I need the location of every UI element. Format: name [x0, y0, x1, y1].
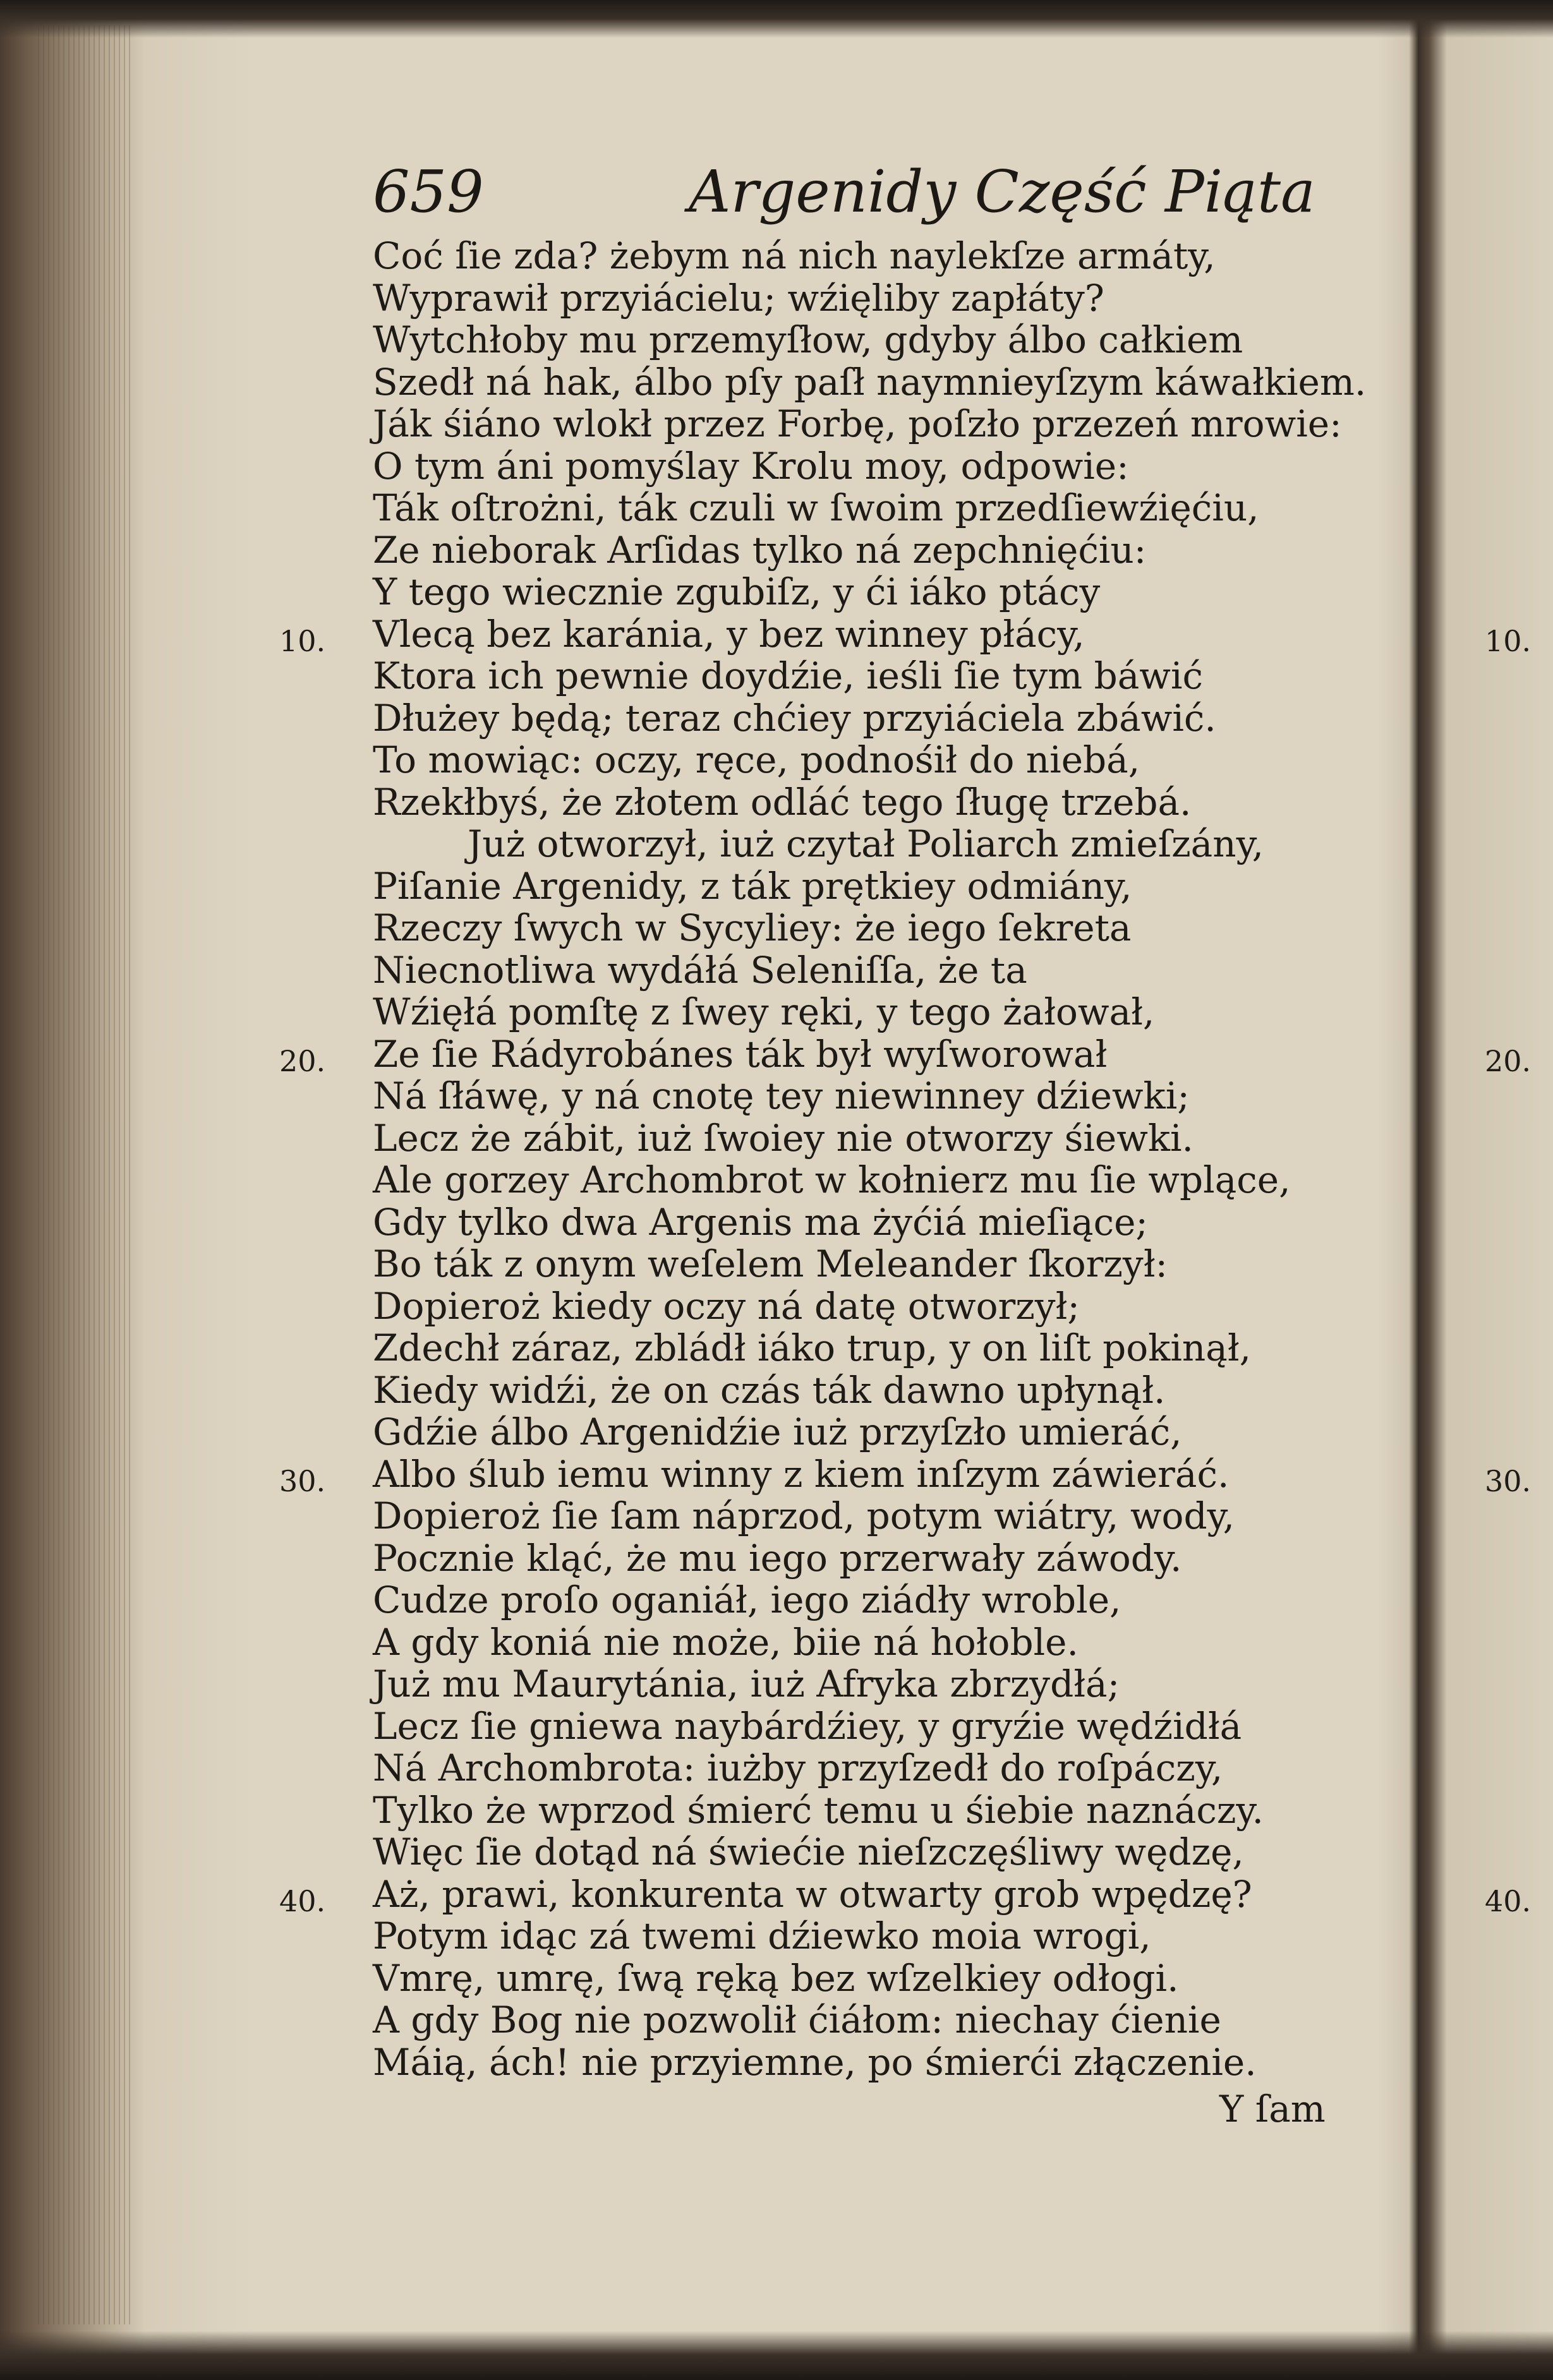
- line-number-20: 20.: [279, 1044, 326, 1078]
- verse-line: Ná ſłáwę, y ná cnotę tey niewinney dźiewki;: [373, 1074, 1190, 1117]
- verse-line: Już mu Maurytánia, iuż Afryka zbrzydłá;: [373, 1662, 1120, 1705]
- catchword: Y ſam: [1219, 2088, 1326, 2131]
- running-title: Argenidy Część Piąta: [689, 158, 1315, 225]
- verse-line: Kiedy widźi, że on czás ták dawno upłynął.: [373, 1368, 1166, 1412]
- verse-line: Piſanie Argenidy, z ták prętkiey odmiány,: [373, 864, 1132, 908]
- verse-line: Pocznie kląć, że mu iego przerwały záwody.: [373, 1536, 1182, 1580]
- verse-line: Ze ſie Rádyrobánes ták był wyſworował: [373, 1032, 1108, 1076]
- verse-line: Cudze proſo oganiáł, iego ziádły wroble,: [373, 1578, 1121, 1621]
- verse-line: A gdy Bog nie pozwolił ćiáłom: niechay ćienie: [373, 1998, 1221, 2041]
- verse-line: Gdy tylko dwa Argenis ma żyćiá mieſiące;: [373, 1200, 1148, 1244]
- verse-line: Lecz ſie gniewa naybárdźiey, y gryźie wędźidłá: [373, 1704, 1242, 1748]
- verse-line: Rzekłbyś, że złotem odláć tego ſługę trzebá.: [373, 780, 1192, 824]
- verse-line: A gdy koniá nie może, biie ná hołoble.: [373, 1620, 1079, 1664]
- verse-line: Y tego wiecznie zgubiſz, y ći iáko ptácy: [373, 570, 1101, 613]
- verse-line: Niecnotliwa wydáłá Seleniſſa, że ta: [373, 948, 1027, 992]
- verse-line: O tym áni pomyślay Krolu moy, odpowie:: [373, 444, 1129, 488]
- facing-line-number-20: 20.: [1485, 1044, 1532, 1078]
- verse-line: Rzeczy ſwych w Sycyliey: że iego ſekreta: [373, 906, 1132, 949]
- verse-line: Potym idąc zá twemi dźiewko moia wrogi,: [373, 1914, 1151, 1957]
- verse-line: Ktora ich pewnie doydźie, ieśli ſie tym báwić: [373, 654, 1203, 697]
- bottom-shadow: [0, 2331, 1553, 2380]
- verse-line: Gdźie álbo Argenidźie iuż przyſzło umieráć,: [373, 1410, 1182, 1453]
- verse-line: Już otworzył, iuż czytał Poliarch zmieſzány,: [468, 822, 1264, 865]
- facing-line-number-40: 40.: [1485, 1884, 1532, 1918]
- verse-line: Bo ták z onym weſelem Meleander ſkorzył:: [373, 1242, 1168, 1285]
- verse-line: Dłużey będą; teraz chćiey przyiáciela zbáwić.: [373, 696, 1216, 740]
- verse-line: Dopieroż ſie ſam náprzod, potym wiátry, wody,: [373, 1494, 1235, 1537]
- verse-line: Wźięłá pomſtę z ſwey ręki, y tego żałował,: [373, 990, 1155, 1033]
- page-edges: [38, 25, 133, 2324]
- verse-line: Máią, ách! nie przyiemne, po śmierći złączenie.: [373, 2040, 1257, 2084]
- verse-line: Szedł ná hak, álbo pſy paſł naymnieyſzym káwałkiem.: [373, 360, 1367, 404]
- verse-line: Vlecą bez karánia, y bez winney płácy,: [373, 612, 1085, 656]
- verse-line: Więc ſie dotąd ná świećie nieſzczęśliwy wędzę,: [373, 1830, 1244, 1873]
- page-header: [373, 158, 1320, 234]
- verse-line: Zdechł záraz, zbládł iáko trup, y on liſt pokinął,: [373, 1326, 1252, 1369]
- verse-line: Coć ſie zda? żebym ná nich naylekſze armáty,: [373, 234, 1216, 277]
- verse-line: Lecz że zábit, iuż ſwoiey nie otworzy śiewki.: [373, 1116, 1193, 1160]
- facing-line-number-30: 30.: [1485, 1464, 1532, 1498]
- line-number-40: 40.: [279, 1884, 326, 1918]
- verse-line: Tylko że wprzod śmierć temu u śiebie naznáczy.: [373, 1788, 1264, 1832]
- verse-line: Ták oſtrożni, ták czuli w ſwoim przedſiewźięćiu,: [373, 486, 1259, 529]
- verse-line: Wytchłoby mu przemyſłow, gdyby álbo całkiem: [373, 318, 1243, 361]
- verse-line: To mowiąc: oczy, ręce, podnośił do niebá,: [373, 738, 1140, 781]
- verse-line: Dopieroż kiedy oczy ná datę otworzył;: [373, 1284, 1080, 1328]
- verse-line: Wyprawił przyiácielu; wźięliby zapłáty?: [373, 276, 1104, 320]
- verse-line: Ják śiáno wlokł przez Forbę, poſzło przezeń mrowie:: [373, 402, 1342, 445]
- verse-line: Ze nieborak Arſidas tylko ná zepchnięćiu:: [373, 528, 1147, 572]
- verse-line: Ale gorzey Archombrot w kołnierz mu ſie wplące,: [373, 1158, 1291, 1201]
- page-number: 659: [373, 158, 484, 225]
- poem-text: [373, 234, 1367, 2084]
- verse-line: Aż, prawi, konkurenta w otwarty grob wpędzę?: [373, 1872, 1252, 1916]
- verse-line: Albo ślub iemu winny z kiem inſzym záwieráć.: [373, 1452, 1230, 1496]
- line-number-30: 30.: [279, 1464, 326, 1498]
- verse-line: Vmrę, umrę, ſwą ręką bez wſzelkiey odłogi.: [373, 1956, 1179, 2000]
- line-number-10: 10.: [279, 624, 326, 658]
- top-shadow: [0, 0, 1553, 38]
- verse-line: Ná Archombrota: iużby przyſzedł do roſpáczy,: [373, 1746, 1223, 1789]
- facing-line-number-10: 10.: [1485, 624, 1532, 658]
